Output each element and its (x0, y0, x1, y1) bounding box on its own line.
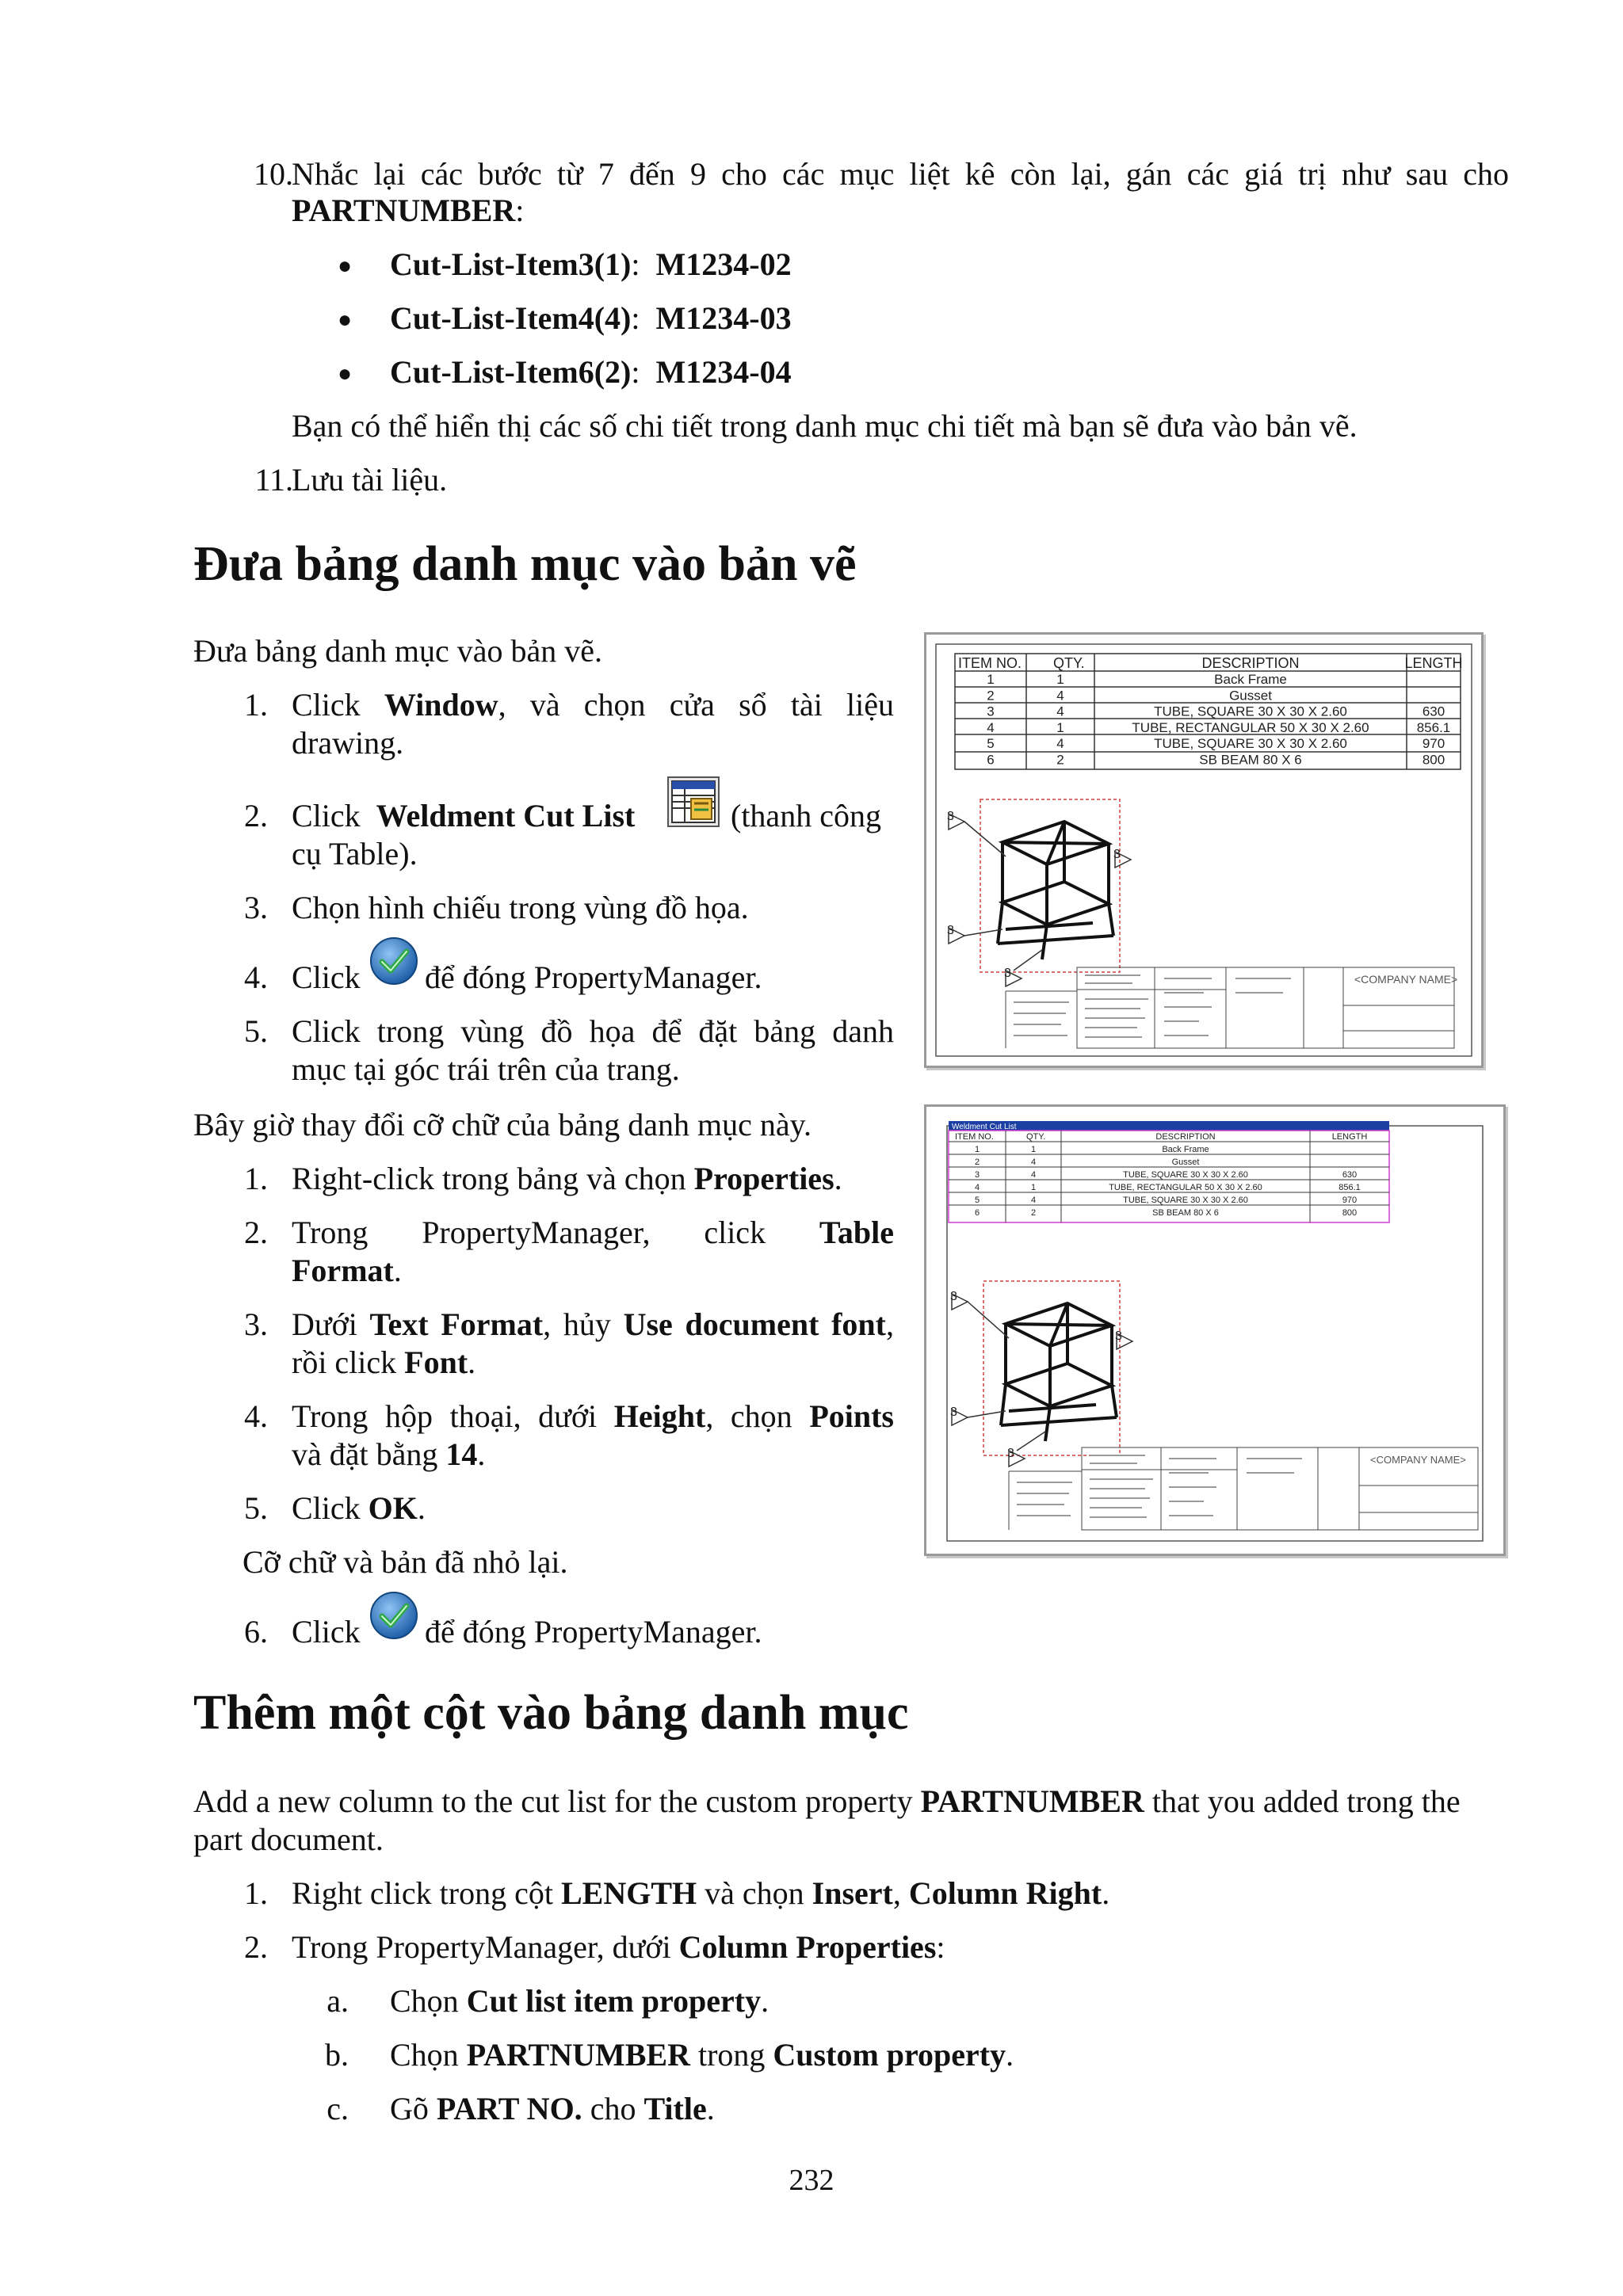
balloon-callout: 3 (1113, 848, 1121, 861)
table-cell: TUBE, RECTANGULAR 50 X 30 X 2.60 (1132, 719, 1369, 735)
table-cell: 4 (1056, 688, 1064, 704)
font-result-text: Cỡ chữ và bản đã nhỏ lại. (242, 1544, 568, 1580)
table-cell: 4 (974, 1183, 980, 1192)
balloon-callout: 3 (1004, 967, 1011, 980)
company-name: <COMPANY NAME> (1370, 1454, 1466, 1466)
page-number: 232 (789, 2164, 834, 2197)
s2-step-2-text: Trong PropertyManager, dưới Column Properties: (292, 1929, 945, 1965)
step-10-line-1: Nhắc lại các bước từ 7 đến 9 cho các mục liệt kê còn lại, gán các giá trị như sau cho (292, 156, 1509, 192)
table-cell: 970 (1422, 736, 1445, 752)
table-header-cell: LENGTH (1331, 1132, 1368, 1142)
font-step-5-number: 5. (244, 1490, 268, 1526)
table-cell: 4 (1030, 1196, 1037, 1205)
company-name: <COMPANY NAME> (1354, 973, 1458, 986)
table-cell: 630 (1342, 1170, 1358, 1180)
s1-step-5-number: 5. (244, 1013, 268, 1049)
bullet-dot: ● (338, 307, 353, 333)
table-cell: 800 (1422, 752, 1445, 768)
table-cell: 856.1 (1338, 1183, 1361, 1192)
table-header-cell: LENGTH (1404, 655, 1463, 671)
table-cell: SB BEAM 80 X 6 (1152, 1208, 1219, 1218)
table-cell: 630 (1422, 704, 1445, 719)
table-cell: TUBE, SQUARE 30 X 30 X 2.60 (1154, 704, 1347, 719)
table-cell: 1 (974, 1145, 980, 1154)
table-cell: 4 (1030, 1158, 1037, 1167)
table-cell: Back Frame (1214, 672, 1287, 687)
table-cell: 5 (974, 1196, 980, 1205)
s1-step-1-number: 1. (244, 687, 268, 723)
substep-a-letter: a. (327, 1983, 349, 2019)
table-header-cell: DESCRIPTION (1155, 1132, 1216, 1142)
s1-step-4-c: để đóng PropertyManager. (425, 959, 762, 995)
bullet-dot: ● (338, 253, 353, 279)
table-cell: Gusset (1229, 688, 1272, 704)
section-1-intro: Đưa bảng danh mục vào bản vẽ. (193, 633, 602, 669)
font-step-5-text: Click OK. (292, 1490, 426, 1526)
table-cell: 2 (987, 688, 995, 704)
s1-step-2-line-1-c: (thanh công (731, 798, 881, 833)
s1-step-3-number: 3. (244, 890, 268, 925)
s1-step-5-line-1: Click trong vùng đồ họa để đặt bảng danh (292, 1013, 894, 1049)
substep-c-text: Gõ PART NO. cho Title. (390, 2091, 715, 2126)
table-cell: TUBE, SQUARE 30 X 30 X 2.60 (1154, 736, 1347, 752)
table-cell: 1 (1056, 719, 1064, 735)
s2-step-1-number: 1. (244, 1875, 268, 1911)
bullet-item-2: Cut-List-Item4(4): M1234-03 (390, 300, 792, 336)
substep-b-letter: b. (325, 2037, 349, 2073)
drawing-figure-2 (924, 1104, 1506, 1556)
table-cell: TUBE, SQUARE 30 X 30 X 2.60 (1123, 1170, 1248, 1180)
section-2-intro-line-1: Add a new column to the cut list for the custom property PARTNUMBER that you added trong the (193, 1783, 1461, 1819)
table-header-cell: ITEM NO. (955, 1132, 994, 1142)
s1-step-2-number: 2. (244, 798, 268, 833)
table-cell: 4 (1030, 1170, 1037, 1180)
cut-list-title: Weldment Cut List (952, 1123, 1017, 1131)
table-cell: SB BEAM 80 X 6 (1199, 752, 1302, 768)
bullet-item-1: Cut-List-Item3(1): M1234-02 (390, 246, 792, 282)
balloon-callout: 3 (950, 1290, 957, 1303)
table-cell: 2 (1030, 1208, 1037, 1218)
s2-step-2-number: 2. (244, 1929, 268, 1965)
font-step-4-line-2: và đặt bằng 14. (292, 1436, 486, 1472)
balloon-callout: 3 (947, 924, 954, 937)
s1-step-5-line-2: mục tại góc trái trên của trang. (292, 1051, 680, 1087)
balloon-callout: 3 (1007, 1447, 1014, 1460)
bullets-note: Bạn có thể hiển thị các số chi tiết trong danh mục chi tiết mà bạn sẽ đưa vào bản vẽ. (292, 408, 1358, 444)
step-11-number: 11. (254, 462, 293, 498)
s1-step-4-number: 4. (244, 959, 268, 995)
table-cell: 1 (1056, 672, 1064, 687)
font-step-1-number: 1. (244, 1161, 268, 1196)
table-cell: 2 (1056, 752, 1064, 768)
substep-a-text: Chọn Cut list item property. (390, 1983, 769, 2019)
ok-check-icon[interactable] (369, 936, 418, 986)
step-10-number: 10. (254, 156, 293, 192)
font-change-intro: Bây giờ thay đổi cỡ chữ của bảng danh mục này. (193, 1107, 812, 1142)
font-step-4-number: 4. (244, 1398, 268, 1434)
ok-check-icon[interactable] (369, 1591, 418, 1640)
table-cell: 4 (987, 719, 995, 735)
font-step-2-line-2: Format. (292, 1253, 402, 1288)
font-step-1-text: Right-click trong bảng và chọn Properties. (292, 1161, 842, 1196)
s1-step-1-line-1: Click Window, và chọn cửa sổ tài liệu (292, 687, 894, 723)
table-cell: 2 (974, 1158, 980, 1167)
section-heading-2: Thêm một cột vào bảng danh mục (193, 1686, 909, 1740)
table-cell: 1 (1030, 1145, 1037, 1154)
table-cell: 6 (987, 752, 995, 768)
table-cell: 856.1 (1416, 719, 1451, 735)
table-cell: 4 (1056, 736, 1064, 752)
table-cell: TUBE, RECTANGULAR 50 X 30 X 2.60 (1109, 1183, 1262, 1192)
font-step-2-number: 2. (244, 1215, 268, 1250)
table-cell: 800 (1342, 1208, 1358, 1218)
table-header-cell: ITEM NO. (958, 655, 1022, 671)
substep-c-letter: c. (327, 2091, 349, 2126)
substep-b-text: Chọn PARTNUMBER trong Custom property. (390, 2037, 1014, 2073)
font-step-3-line-1: Dưới Text Format, hủy Use document font, (292, 1306, 894, 1342)
table-header-cell: QTY. (1026, 1132, 1046, 1142)
table-header-cell: DESCRIPTION (1201, 655, 1300, 671)
s1-step-6-a: Click (292, 1614, 361, 1650)
table-cell: 1 (987, 672, 995, 687)
s1-step-2-line-2: cụ Table). (292, 836, 418, 871)
step-11-text: Lưu tài liệu. (292, 462, 448, 498)
section-heading-1: Đưa bảng danh mục vào bản vẽ (193, 537, 857, 591)
balloon-callout: 3 (950, 1405, 957, 1419)
s1-step-4-a: Click (292, 959, 361, 995)
table-header-cell: QTY. (1053, 655, 1085, 671)
font-step-4-line-1: Trong hộp thoại, dưới Height, chọn Points (292, 1398, 894, 1434)
table-cell: 3 (987, 704, 995, 719)
table-cell: 3 (974, 1170, 980, 1180)
s1-step-3-text: Chọn hình chiếu trong vùng đồ họa. (292, 890, 749, 925)
table-cell: 1 (1030, 1183, 1037, 1192)
s1-step-6-number: 6. (244, 1614, 268, 1650)
table-cell: TUBE, SQUARE 30 X 30 X 2.60 (1123, 1196, 1248, 1205)
table-cell: 6 (974, 1208, 980, 1218)
table-cell: 5 (987, 736, 995, 752)
table-cell: Gusset (1171, 1158, 1200, 1167)
s1-step-1-line-2: drawing. (292, 725, 404, 761)
font-step-3-number: 3. (244, 1306, 268, 1342)
s1-step-6-c: để đóng PropertyManager. (425, 1614, 762, 1650)
table-cell: 970 (1342, 1196, 1358, 1205)
bullet-item-3: Cut-List-Item6(2): M1234-04 (390, 354, 792, 390)
s1-step-2-line-1-a: Click Weldment Cut List (292, 798, 636, 833)
balloon-callout: 3 (1115, 1329, 1122, 1343)
step-10-line-2: PARTNUMBER: (292, 193, 525, 228)
balloon-callout: 3 (947, 810, 954, 823)
table-cell: 4 (1056, 704, 1064, 719)
drawing-figure-1 (924, 632, 1484, 1068)
font-step-3-line-2: rồi click Font. (292, 1344, 476, 1380)
s2-step-1-text: Right click trong cột LENGTH và chọn Insert, Column Right. (292, 1875, 1110, 1911)
table-cell: Back Frame (1162, 1145, 1209, 1154)
section-2-intro-line-2: part document. (193, 1821, 384, 1857)
weldment-cut-list-icon[interactable] (667, 776, 720, 827)
bullet-dot: ● (338, 360, 353, 387)
font-step-2-line-1: Trong PropertyManager, click Table (292, 1215, 895, 1250)
partnumber-label: PARTNUMBER (292, 193, 516, 228)
